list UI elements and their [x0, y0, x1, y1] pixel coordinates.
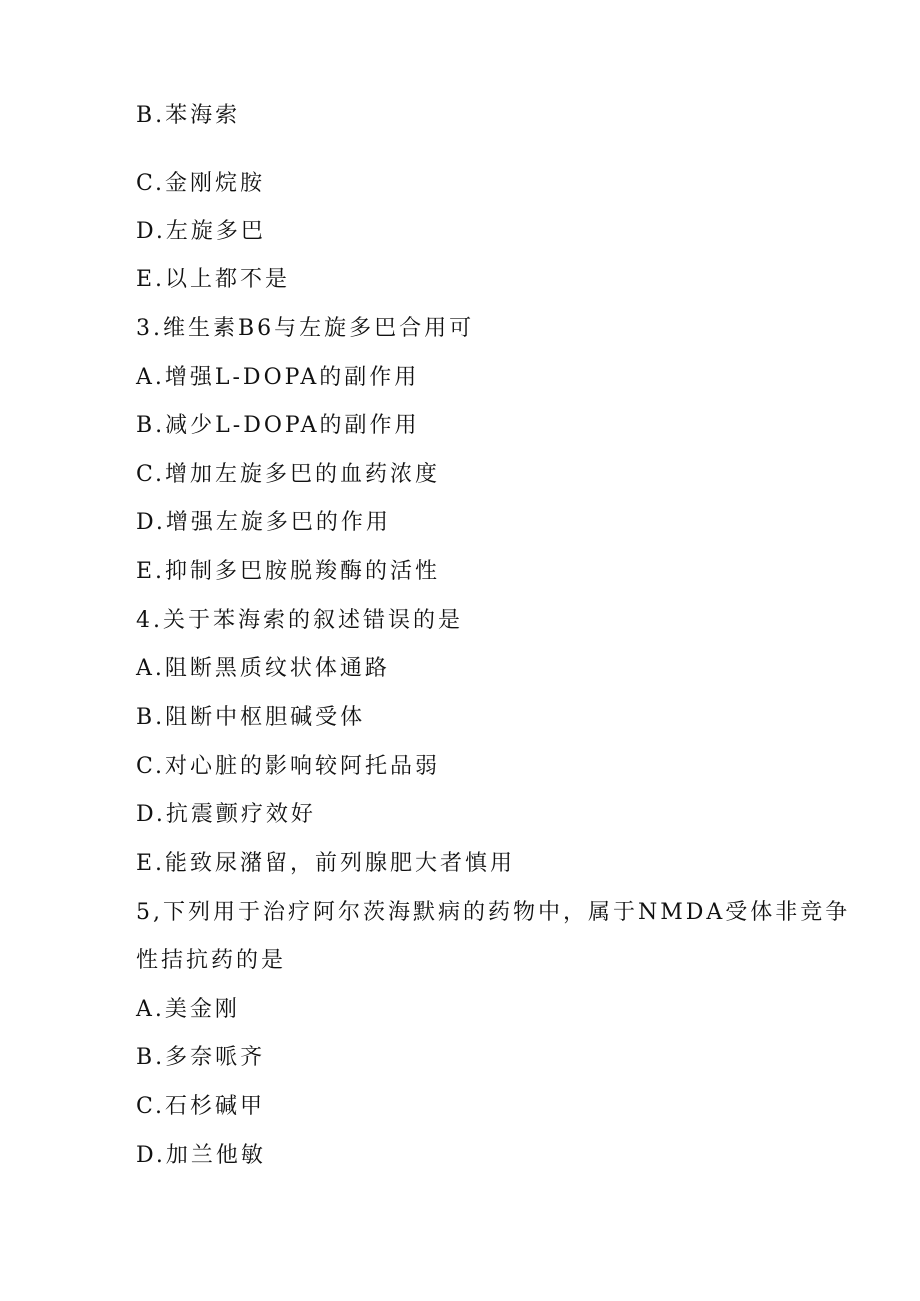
option-e-q3: E.抑制多巴胺脱羧酶的活性 — [136, 559, 441, 584]
option-e-q4: E.能致尿潴留，前列腺肥大者慎用 — [136, 851, 516, 876]
option-d-q3: D.增强左旋多巴的作用 — [136, 510, 391, 535]
option-c-q3: C.增加左旋多巴的血药浓度 — [136, 462, 441, 487]
option-d-q5: D.加兰他敏 — [136, 1143, 266, 1168]
option-e-q2: E.以上都不是 — [136, 267, 291, 292]
option-b-q5: B.多奈哌齐 — [136, 1045, 266, 1070]
question-3: 3.维生素B6与左旋多巴合用可 — [136, 316, 475, 341]
option-c-q2: C.金刚烷胺 — [136, 171, 266, 196]
option-a-q4: A.阻断黑质纹状体通路 — [136, 656, 390, 681]
question-5-line-1: 5,下列用于治疗阿尔茨海默病的药物中，属于NMDA受体非竞争 — [136, 900, 851, 925]
option-b-q3: B.减少L-DOPA的副作用 — [136, 413, 420, 438]
option-d-q2: D.左旋多巴 — [136, 219, 266, 244]
option-c-q5: C.石杉碱甲 — [136, 1094, 266, 1119]
option-b-q2: B.苯海索 — [136, 103, 241, 128]
option-b-q4: B.阻断中枢胆碱受体 — [136, 705, 366, 730]
question-5-line-2: 性拮抗药的是 — [136, 948, 287, 973]
question-4: 4.关于苯海索的叙述错误的是 — [136, 608, 463, 633]
option-a-q5: A.美金刚 — [136, 997, 240, 1022]
option-c-q4: C.对心脏的影响较阿托品弱 — [136, 754, 441, 779]
option-d-q4: D.抗震颤疗效好 — [136, 802, 316, 827]
option-a-q3: A.增强L-DOPA的副作用 — [136, 365, 420, 390]
